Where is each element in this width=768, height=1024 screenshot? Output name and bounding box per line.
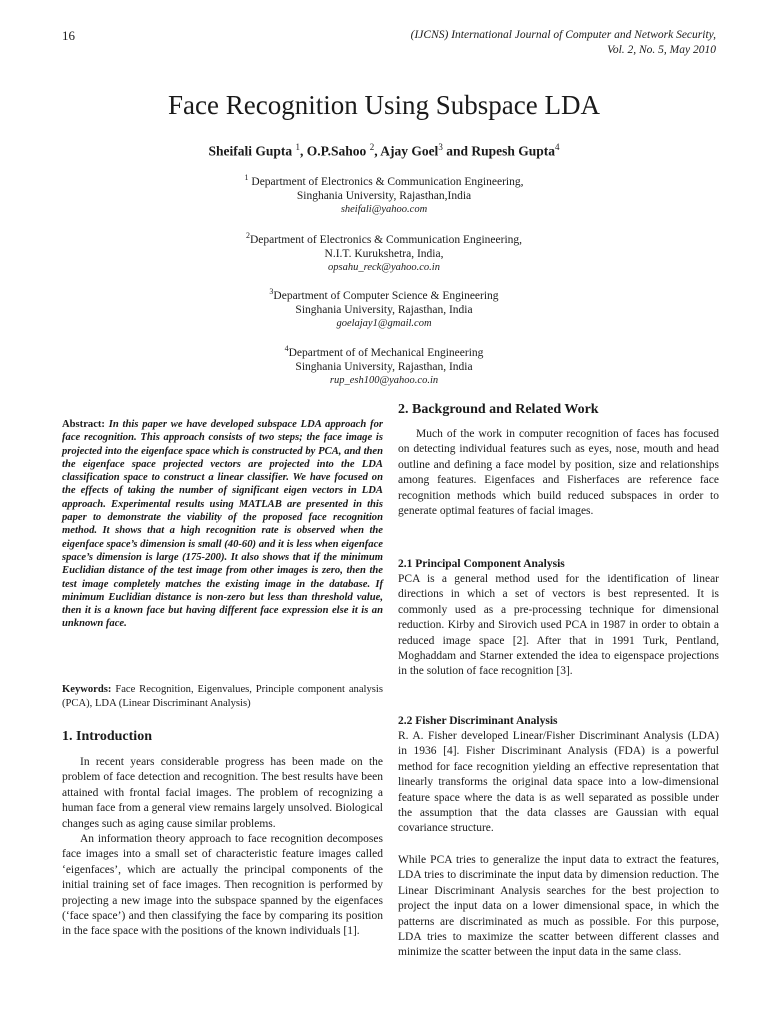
paragraph: While PCA tries to generalize the input data to extract the features, LDA tries to discriminate the input data by dimension reduction. The Linear Discriminant Analysis searches for the best projection to project the input data on a lower dimensional space, in which the patterns are discriminated as much as possible. For this purpose, LDA tries to maximize the scatter between different classes and minimize the scatter between the input data in the same class.	[398, 854, 719, 959]
affiliation-dept: Department of Electronics & Communication Engineering,	[249, 233, 523, 246]
affiliation-dept: Department of Computer Science & Engineering	[273, 289, 499, 302]
author-sup: 2	[369, 142, 375, 152]
affiliation-institution: N.I.T. Kurukshetra, India,	[324, 247, 444, 260]
section-heading-background: 2. Background and Related Work	[398, 402, 599, 417]
author-sup: 3	[438, 142, 443, 152]
author-sup: 1	[295, 142, 301, 152]
abstract	[62, 418, 383, 631]
affiliation-1	[0, 171, 768, 217]
affiliation-sup: 1	[244, 173, 249, 182]
author-list	[0, 142, 768, 160]
paragraph: An information theory approach to face recognition decomposes face images into a small set of characteristic feature images called ‘eigenfaces’, which are actually the principal components of the initial training set of face images. Then recognition is performed by projecting a new image into the subspace spanned by the eigenfaces (‘face space’) and then classifying the face by comparing its position in the face space with the positions of the known individuals [1].	[62, 833, 383, 938]
abstract-text: In this paper we have developed subspace LDA approach for face recognition. This approach consists of two steps; the face image is projected into the eigenface space which is constructed by PCA, and then the eigenface space projected vectors are projected into the LDA classification space to construct a linear classifier. We have focused on the effects of taking the number of significant eigen vectors in LDA approach. Experimental results using MATLAB are presented in this paper to demonstrate the viability of the proposed face recognition method. It shows that a high recognition rate is observed when the eigenface space’s dimension is small (40-60) and it is less when eigenface space’s dimension is large (175-200). It also shows that if the minimum Euclidian distance of the test image from other images is zero, then the test image completely matches the existing image in the database. If minimum Euclidian distance is non-zero but less than threshold value, then it is a known face but having different face expression else it is an unknown face.	[62, 419, 383, 630]
paragraph: R. A. Fisher developed Linear/Fisher Discriminant Analysis (LDA) in 1936 [4]. Fisher Discriminant Analysis (FDA) is a powerful method for face recognition yielding an effective representation that linearly transforms the original data space into a low-dimensional feature space where the data is as well separated as possible under the assumption that the data classes are Gaussian with equal covariance structure.	[398, 730, 719, 835]
lda-body	[398, 853, 719, 961]
author-name: , Ajay Goel	[374, 143, 439, 159]
author-sup: 4	[555, 142, 560, 152]
affiliation-email: goelajay1@gmail.com	[336, 317, 432, 329]
keywords-text: Face Recognition, Eigenvalues, Principle component analysis (PCA), LDA (Linear Discriminant Analysis)	[62, 684, 383, 709]
affiliation-4	[0, 342, 768, 388]
affiliation-institution: Singhania University, Rajasthan,India	[296, 189, 472, 202]
journal-header	[411, 28, 716, 58]
affiliation-email: rup_esh100@yahoo.co.in	[329, 374, 439, 386]
keywords-label: Keywords:	[62, 684, 112, 695]
background-body	[398, 427, 719, 519]
author-name: and Rupesh Gupta	[442, 143, 555, 159]
affiliation-sup: 4	[284, 344, 289, 353]
affiliation-2	[0, 229, 768, 275]
affiliation-3	[0, 285, 768, 331]
affiliation-dept: Department of Electronics & Communication Engineering,	[248, 175, 524, 188]
affiliation-dept: Department of of Mechanical Engineering	[288, 346, 484, 359]
subsection-heading-pca: 2.1 Principal Component Analysis	[398, 558, 565, 570]
affiliation-institution: Singhania University, Rajasthan, India	[295, 360, 473, 373]
author-name: , O.P.Sahoo	[300, 143, 370, 159]
author-name: Sheifali Gupta	[208, 143, 296, 159]
affiliation-email: opsahu_reck@yahoo.co.in	[328, 261, 440, 273]
page-number: 16	[62, 28, 75, 43]
abstract-label: Abstract:	[62, 419, 105, 430]
paragraph: PCA is a general method used for the identification of linear directions in which a set of vectors is best represented. It is commonly used as a pre-processing technique for dimensional reduction. Kirby and Sirovich used PCA in 1987 in order to obtain a reduced image space [2]. After that in 1991 Turk, Pentland, Moghaddam and Starner extended the idea to eigenspace projections in the solution of face recognition [3].	[398, 573, 719, 678]
pca-body	[398, 572, 719, 680]
section-heading-introduction: 1. Introduction	[62, 729, 152, 744]
journal-name: (IJCNS) International Journal of Computer and Network Security,	[410, 29, 716, 41]
affiliation-institution: Singhania University, Rajasthan, India	[295, 303, 473, 316]
subsection-heading-fda: 2.2 Fisher Discriminant Analysis	[398, 715, 558, 727]
fda-body	[398, 729, 719, 837]
affiliation-email: sheifali@yahoo.com	[340, 203, 428, 215]
keywords	[62, 683, 383, 711]
paper-title: Face Recognition Using Subspace LDA	[168, 90, 600, 120]
paragraph: Much of the work in computer recognition of faces has focused on detecting individual features such as eyes, nose, mouth and head outline and defining a face model by position, size and relationships among features. Eigenfaces and Fisherfaces are reference face recognition methods which build reduced subspaces in order to generate optimal features of facial images.	[398, 428, 719, 518]
journal-volume: Vol. 2, No. 5, May 2010	[607, 44, 716, 56]
paragraph: In recent years considerable progress has been made on the problem of face detection and recognition. The best results have been attained with frontal facial images. The problem of recognizing a human face from a general view remains largely unsolved. Biological changes such as aging cause similar problems.	[62, 756, 383, 830]
introduction-body	[62, 755, 383, 940]
affiliation-sup: 2	[245, 231, 250, 240]
affiliation-sup: 3	[269, 287, 274, 296]
